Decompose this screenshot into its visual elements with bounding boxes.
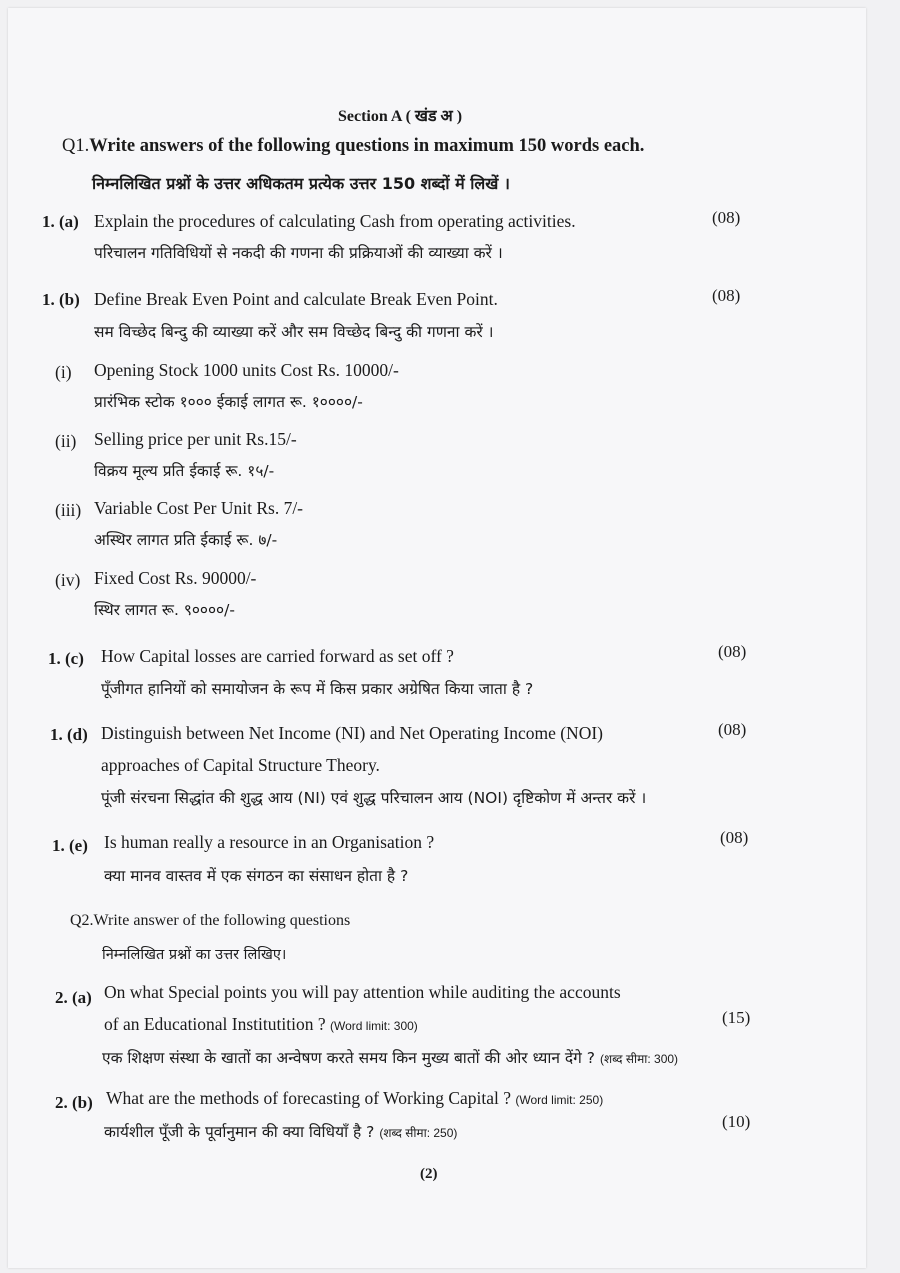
q2b-word-limit-en: (Word limit: 250): [515, 1093, 604, 1107]
q2a-text-en: On what Special points you will pay attention while auditing the accounts: [104, 982, 621, 1002]
q1d-text-en: Distinguish between Net Income (NI) and Net Operating Income (NOI): [101, 723, 603, 743]
q1-heading-en: Write answers of the following questions in maximum 150 words each.: [89, 136, 645, 156]
q1b-sub-ii-hi: विक्रय मूल्य प्रति ईकाई रू. १५/-: [94, 462, 275, 480]
q1b-sub-iv-en: Fixed Cost Rs. 90000/-: [94, 568, 257, 588]
q2b-marks: (10): [722, 1112, 751, 1131]
q2b-number: 2. (b): [55, 1093, 93, 1112]
q1b-sub-ii-number: (ii): [55, 431, 77, 451]
q1d-text-hi: पूंजी संरचना सिद्धांत की शुद्ध आय (NI) एवं शुद्ध परिचालन आय (NOI) दृष्टिकोण में अन्तर करें ।: [101, 789, 647, 807]
q1a-text-hi: परिचालन गतिविधियों से नकदी की गणना की प्रक्रियाओं की व्याख्या करें ।: [94, 244, 503, 262]
q2-heading-hi: निम्नलिखित प्रश्नों का उत्तर लिखिए।: [102, 947, 287, 963]
q1d-text-en-2: approaches of Capital Structure Theory.: [101, 755, 380, 775]
q1e-text-en: Is human really a resource in an Organisation ?: [104, 832, 435, 852]
q1b-sub-iv-hi: स्थिर लागत रू. ९००००/-: [94, 601, 235, 619]
q1c-number: 1. (c): [48, 649, 84, 668]
q2a-text-en-2: of an Educational Institutition ?: [104, 1014, 326, 1034]
q1b-marks: (08): [712, 286, 741, 305]
q1c-marks: (08): [718, 642, 747, 661]
q1b-sub-i-hi: प्रारंभिक स्टोक १००० ईकाई लागत रू. १००००/-: [94, 393, 363, 411]
q1-heading-hi: निम्नलिखित प्रश्नों के उत्तर अधिकतम प्रत्येक उत्तर 150 शब्दों में लिखें ।: [92, 174, 510, 193]
page-number: (2): [420, 1166, 438, 1182]
q1e-marks: (08): [720, 828, 749, 847]
q2a-marks: (15): [722, 1008, 751, 1027]
q1b-sub-i-number: (i): [55, 362, 72, 382]
q2a-word-limit-hi: (शब्द सीमा: 300): [599, 1052, 679, 1066]
q1e-number: 1. (e): [52, 836, 88, 855]
q1a-number: 1. (a): [42, 212, 79, 231]
q1d-number: 1. (d): [50, 725, 88, 744]
q1b-sub-ii-en: Selling price per unit Rs.15/-: [94, 429, 297, 449]
q2b-text-en-line: [106, 1088, 603, 1109]
q1c-text-en: How Capital losses are carried forward as set off ?: [101, 646, 454, 666]
q1-number: Q1.: [62, 136, 90, 156]
q1e-text-hi: क्या मानव वास्तव में एक संगठन का संसाधन होता है ?: [104, 867, 409, 885]
q2b-text-hi: कार्यशील पूँजी के पूर्वानुमान की क्या विधियाँ है ?: [104, 1123, 375, 1141]
q2-heading-en: Q2.Write answer of the following questions: [70, 912, 351, 929]
q1b-sub-iv-number: (iv): [55, 570, 81, 590]
q1b-sub-iii-hi: अस्थिर लागत प्रति ईकाई रू. ७/-: [94, 531, 278, 549]
q1-heading: [62, 136, 644, 157]
q2a-text-en-2-line: [104, 1014, 418, 1035]
q1c-text-hi: पूँजीगत हानियों को समायोजन के रूप में किस प्रकार अग्रेषित किया जाता है ?: [101, 680, 534, 698]
q1a-text-en: Explain the procedures of calculating Cash from operating activities.: [94, 211, 576, 231]
q2b-word-limit-hi: (शब्द सीमा: 250): [379, 1126, 458, 1140]
q2b-text-en: What are the methods of forecasting of Working Capital ?: [106, 1088, 512, 1108]
q2a-word-limit-en: (Word limit: 300): [330, 1019, 418, 1033]
q1b-sub-i-en: Opening Stock 1000 units Cost Rs. 10000/-: [94, 360, 399, 380]
q2b-text-hi-line: [104, 1120, 457, 1142]
q2a-text-hi-line: [102, 1046, 678, 1068]
q1d-marks: (08): [718, 720, 747, 739]
section-title: Section A ( खंड अ ): [338, 108, 463, 125]
q1a-marks: (08): [712, 208, 741, 227]
q2a-number: 2. (a): [55, 988, 92, 1007]
exam-page: [8, 8, 866, 1268]
q1b-sub-iii-en: Variable Cost Per Unit Rs. 7/-: [94, 498, 304, 518]
q2a-text-hi: एक शिक्षण संस्था के खातों का अन्वेषण करते समय किन मुख्य बातों की ओर ध्यान देंगे ?: [102, 1049, 596, 1067]
q1b-text-hi: सम विच्छेद बिन्दु की व्याख्या करें और सम विच्छेद बिन्दु की गणना करें ।: [94, 323, 494, 341]
q1b-sub-iii-number: (iii): [55, 500, 82, 520]
q1b-number: 1. (b): [42, 290, 80, 309]
q1b-text-en: Define Break Even Point and calculate Break Even Point.: [94, 289, 498, 309]
